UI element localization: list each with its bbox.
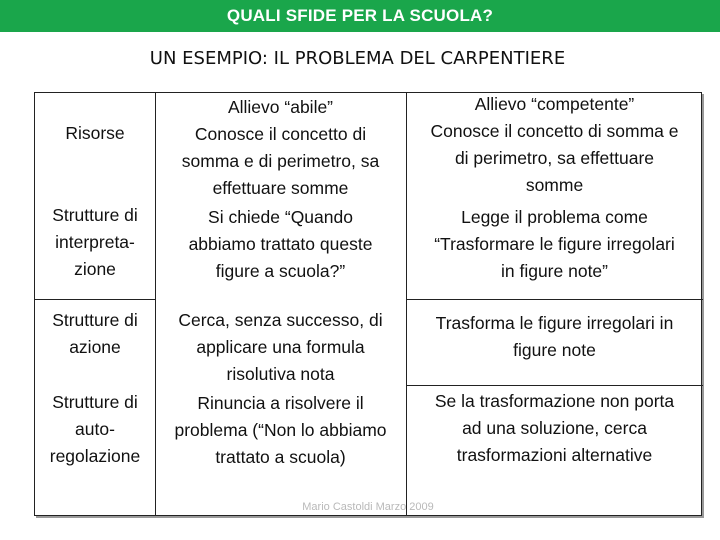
slide-subtitle: UN ESEMPIO: IL PROBLEMA DEL CARPENTIERE <box>149 48 566 69</box>
competente-azione: Trasforma le figure irregolari in figure note <box>435 313 674 360</box>
row-label-risorse: Risorse <box>65 123 125 143</box>
row-divider-competente-1 <box>406 299 703 300</box>
row-divider-label <box>35 299 155 300</box>
author-watermark: Mario Castoldi Marzo 2009 <box>302 501 434 513</box>
row-label-azione: Strutture di azione <box>52 310 138 357</box>
abile-azione: Cerca, senza successo, di applicare una formula risolutiva nota <box>178 310 383 384</box>
competente-autoregolazione: Se la trasformazione non porta ad una soluzione, cerca trasformazioni alternative <box>434 391 675 465</box>
abile-autoregolazione: Rinuncia a risolvere il problema (“Non lo abbiamo trattato a scuola) <box>174 393 387 467</box>
competente-header-risorse: Allievo “competente” Conosce il concetto di somma e di perimetro, sa effettuare somme <box>430 94 679 195</box>
competente-interpretazione: Legge il problema come “Trasformare le figure irregolari in figure note” <box>434 207 675 281</box>
title-bar <box>0 0 720 32</box>
slide-title: QUALI SFIDE PER LA SCUOLA? <box>226 6 494 25</box>
abile-header-risorse: Allievo “abile” Conosce il concetto di somma e di perimetro, sa effettuare somme <box>181 97 380 198</box>
row-label-autoregolazione: Strutture di auto- regolazione <box>49 392 141 466</box>
abile-interpretazione: Si chiede “Quando abbiamo trattato queste figure a scuola?” <box>188 207 373 281</box>
row-divider-competente-2 <box>406 385 703 386</box>
row-label-interpretazione: Strutture di interpreta- zione <box>52 205 138 279</box>
comparison-table <box>34 92 702 516</box>
